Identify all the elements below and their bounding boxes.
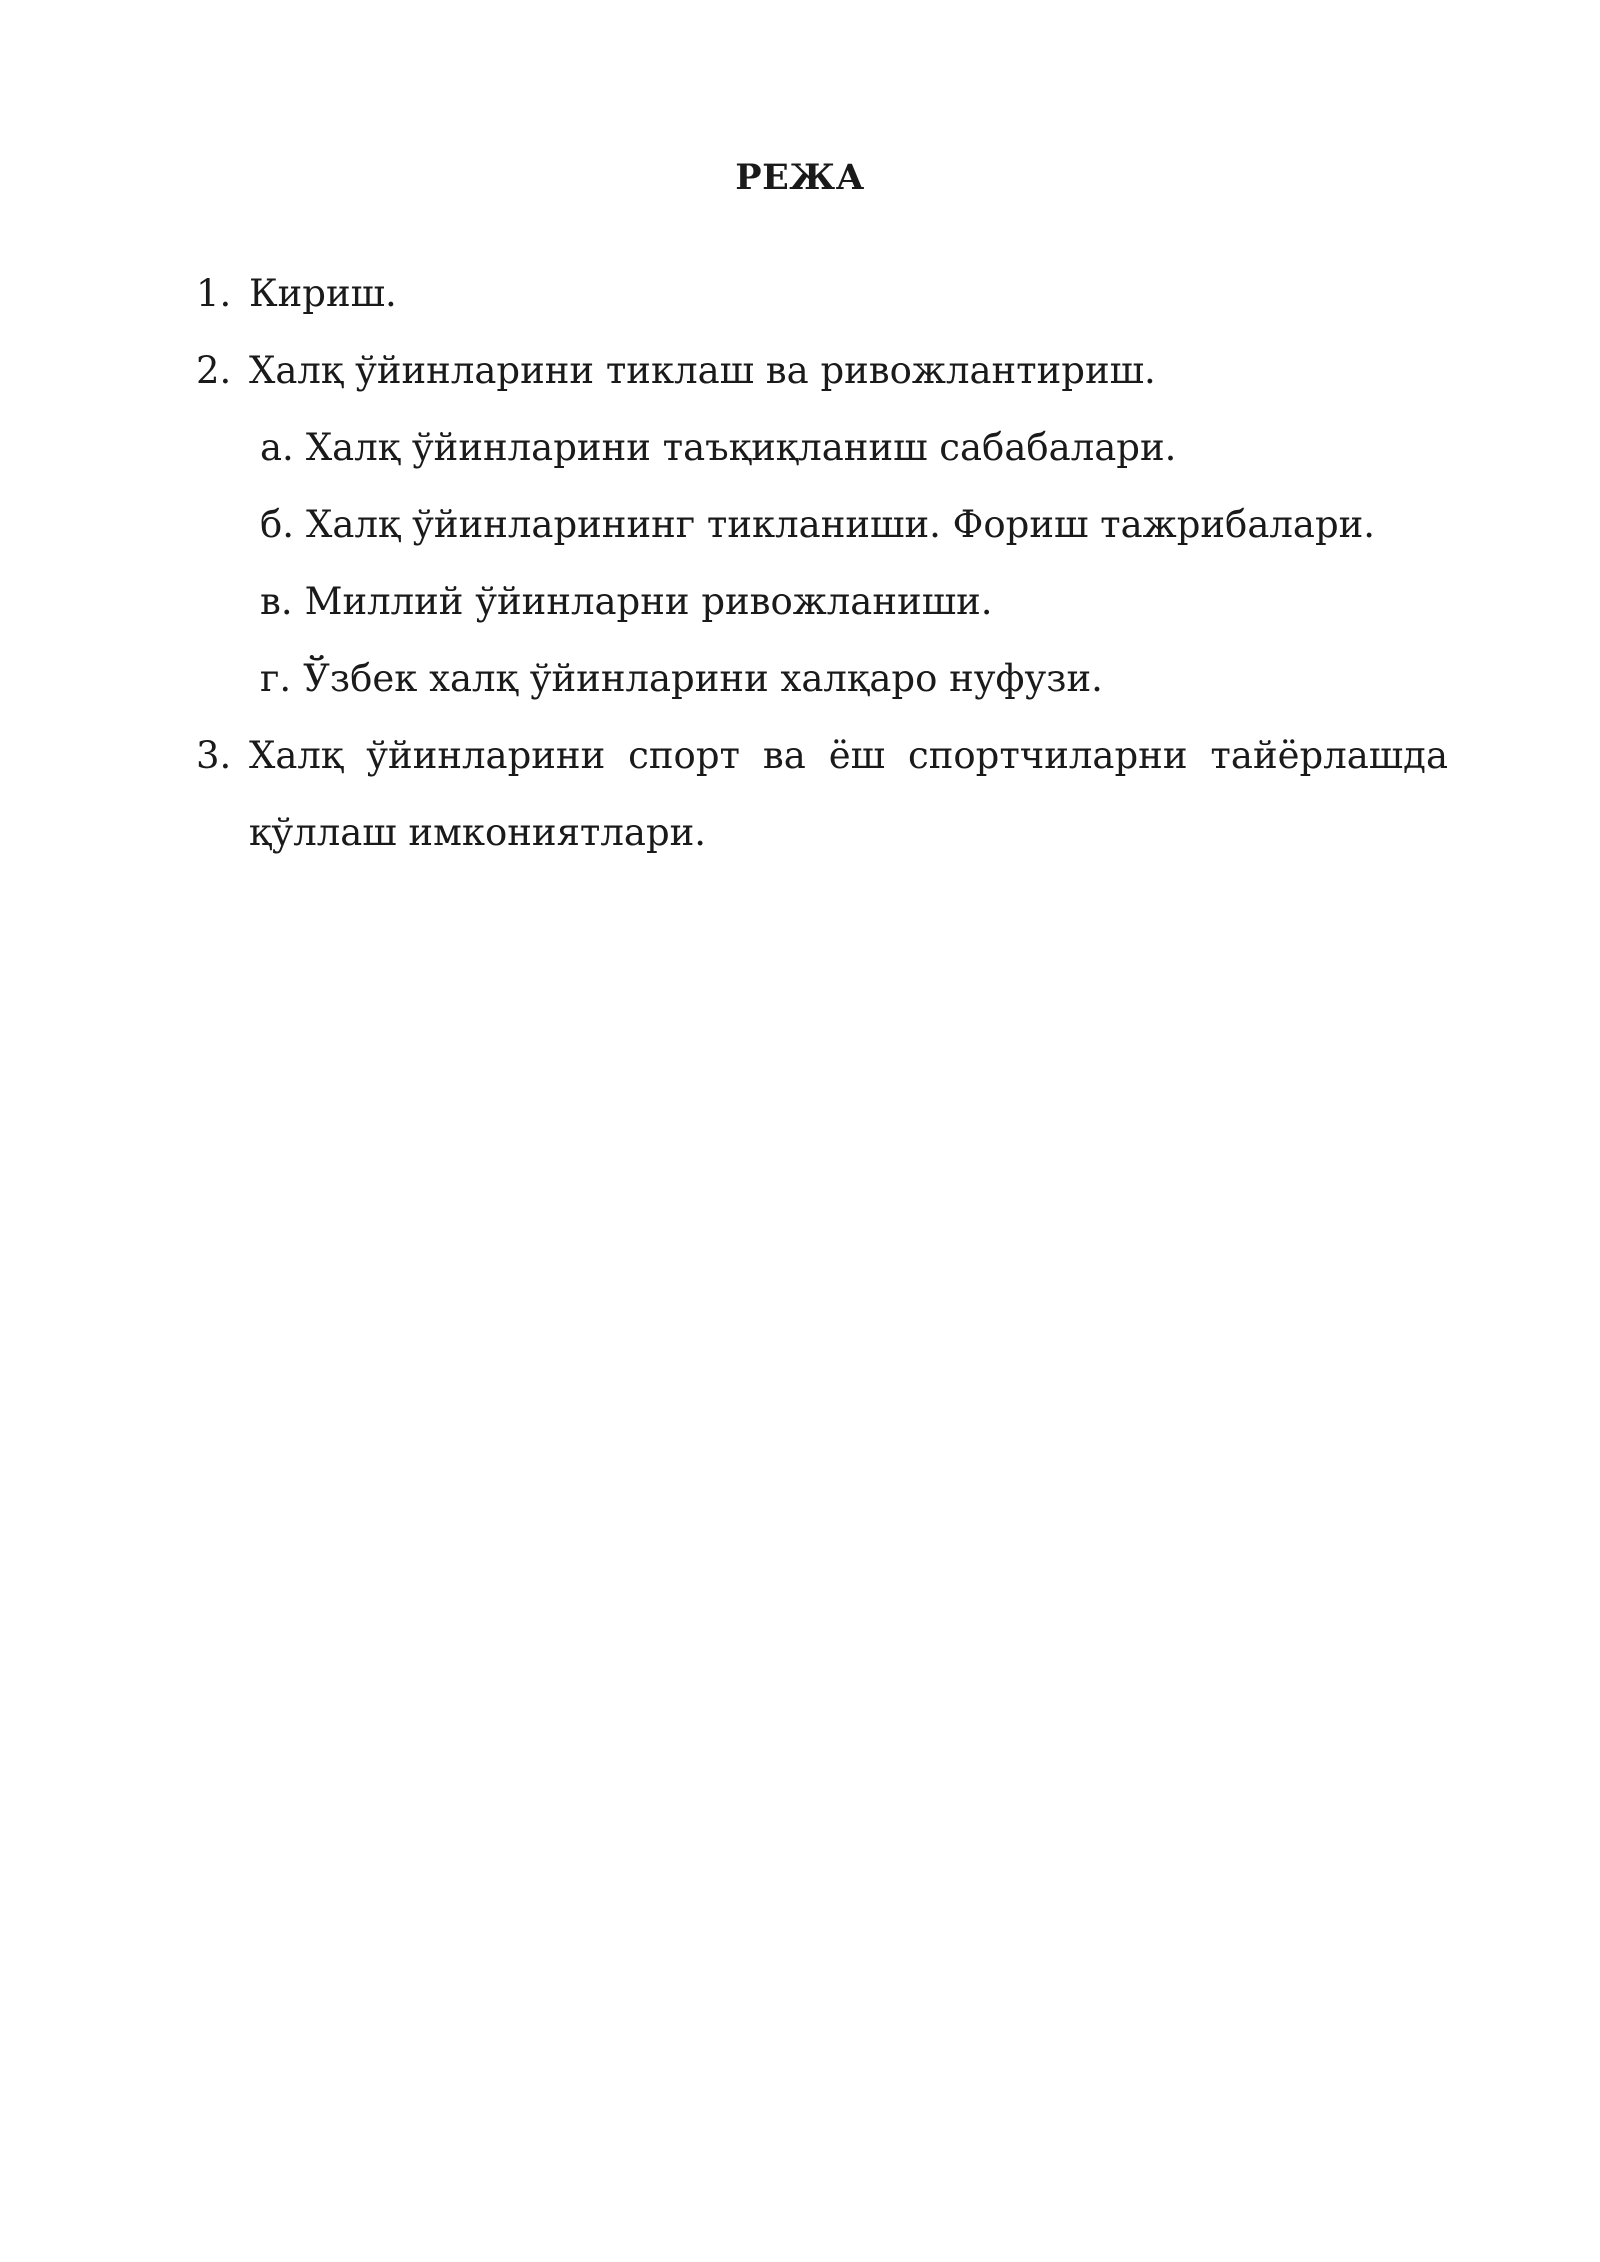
sub-item-b xyxy=(196,486,1448,563)
list-text: Кириш. xyxy=(249,272,397,315)
sub-item-a xyxy=(196,409,1448,486)
list-text: Халқ ўйинларини спорт ва ёш спортчиларни тайёрлашда қўллаш имкониятлари. xyxy=(249,734,1448,854)
sub-letter: в. xyxy=(260,580,293,623)
sub-letter: г. xyxy=(260,657,292,700)
sub-text: Халқ ўйинларини таъқиқланиш сабабалари. xyxy=(305,426,1177,469)
list-text: Халқ ўйинларини тиклаш ва ривожлантириш. xyxy=(249,349,1156,392)
list-item-2 xyxy=(196,332,1448,409)
sub-letter: а. xyxy=(260,426,294,469)
sub-text: Ўзбек халқ ўйинларини халқаро нуфузи. xyxy=(303,657,1103,700)
plan-list xyxy=(196,255,1448,871)
sub-text: Миллий ўйинларни ривожланиши. xyxy=(304,580,993,623)
list-number: 1. xyxy=(196,272,232,315)
page-title: РЕЖА xyxy=(735,157,865,198)
sub-text: Халқ ўйинларининг тикланиши. Фориш тажрибалари. xyxy=(306,503,1376,546)
list-number: 3. xyxy=(196,734,232,777)
sub-letter: б. xyxy=(260,503,295,546)
list-number: 2. xyxy=(196,349,232,392)
list-item-1 xyxy=(196,255,1448,332)
list-item-3 xyxy=(196,717,1448,871)
sub-item-g xyxy=(196,640,1448,717)
sub-item-v xyxy=(196,563,1448,640)
